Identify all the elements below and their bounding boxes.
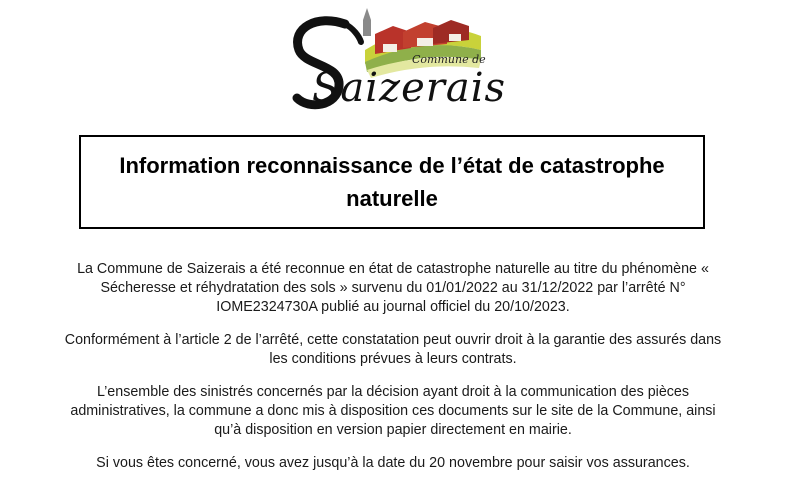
paragraph-recognition: La Commune de Saizerais a été reconnue en état de catastrophe naturelle au titre du phénomène « Sécheresse et réhydratation des sols » survenu du 01/01/2022 au 31/12/2022 par l’arrêté N° IOME2324730A publié au journal officiel du 20/10/2023. <box>77 261 709 315</box>
logo-town-name: Saizerais <box>312 65 507 111</box>
page-title: Information reconnaissance de l’état de catastrophe naturelle <box>119 153 665 211</box>
paragraph-documents: L’ensemble des sinistrés concernés par la décision ayant droit à la communication des pièces administratives, la commune a donc mis à disposition ces documents sur le site de la Commune, ainsi qu’à disposition en version papier directement en mairie. <box>70 384 716 438</box>
paragraph-guarantee: Conformément à l’article 2 de l’arrêté, cette constatation peut ouvrir droit à la garantie des assurés dans les conditions prévues à leurs contrats. <box>64 332 722 367</box>
logo-caption: Commune de <box>412 53 486 66</box>
title-box <box>79 135 705 229</box>
paragraph-deadline: Si vous êtes concerné, vous avez jusqu’à la date du 20 novembre pour saisir vos assurances. <box>96 455 690 471</box>
notice-body <box>60 260 726 487</box>
